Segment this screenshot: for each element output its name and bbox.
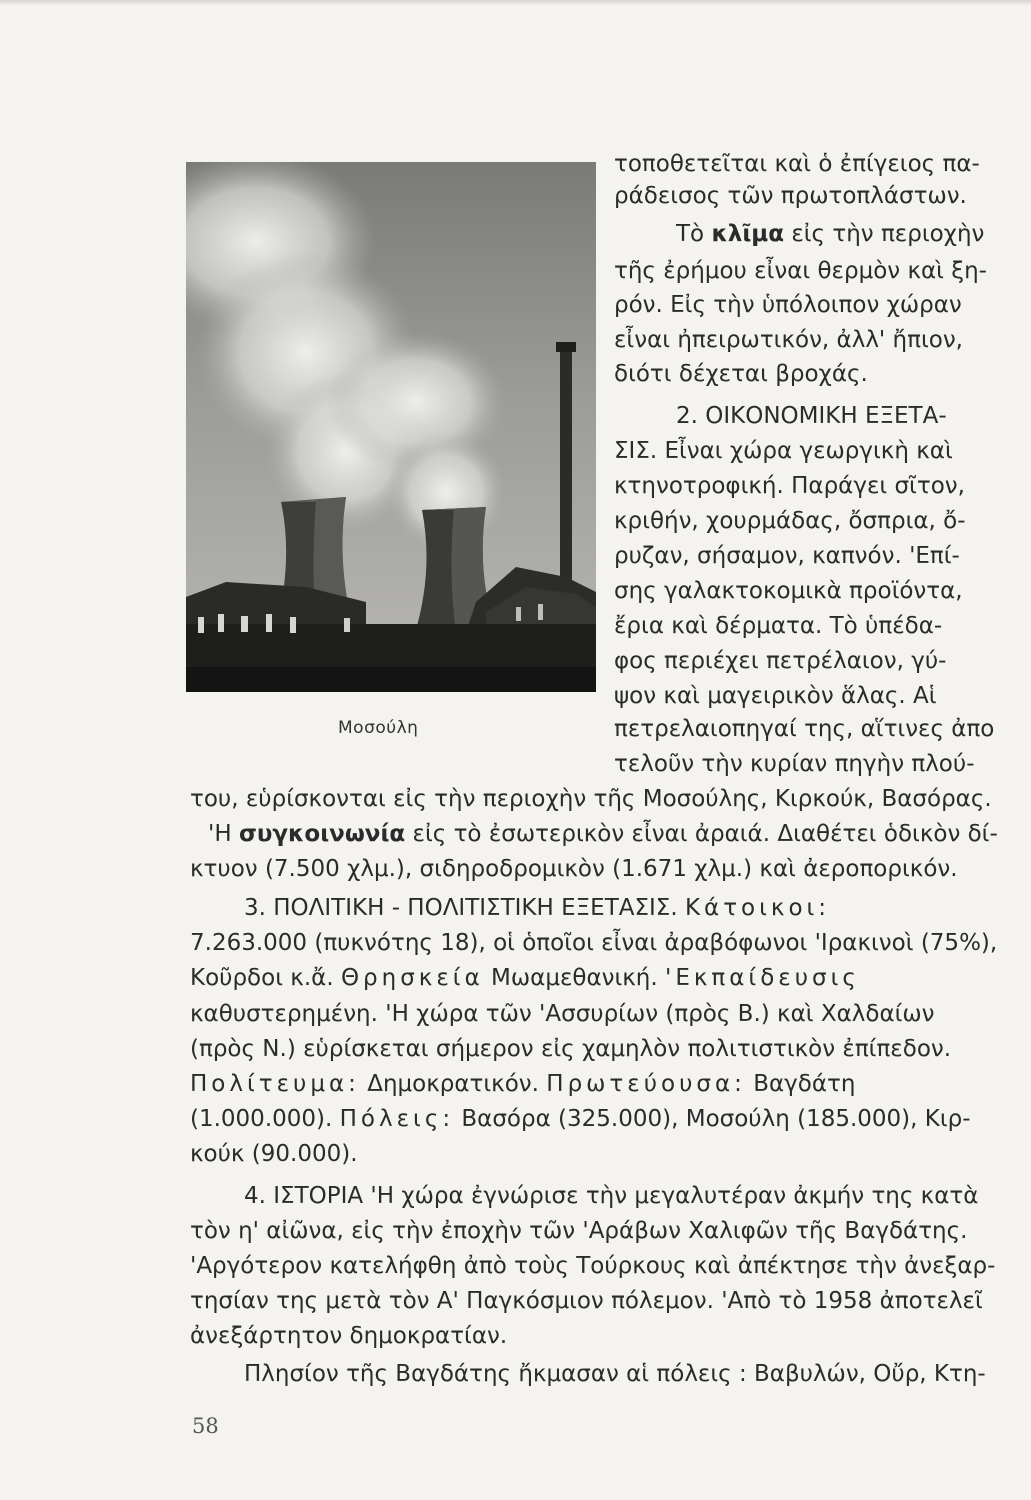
bold-term-climate: κλῖμα [711,221,785,247]
term-inhabitants: Κάτοικοι: [684,895,831,921]
text-line: κριθήν, χουρμάδας, ὄσπρια, ὄ- [614,508,966,534]
text-line: διότι δέχεται βροχάς. [614,361,868,387]
page-number: 58 [192,1414,219,1438]
term-government: Πολίτευμα: [190,1071,360,1097]
text-span: Δημοκρατικόν. [359,1071,547,1097]
term-capital: Πρωτεύουσα: [546,1071,746,1097]
text-line: 'Αργότερον κατελήφθη ἀπὸ τοὺς Τούρκους καὶ ἀπέκτησε τὴν ἀνεξαρ- [190,1253,996,1279]
text-line: του, εὑρίσκονται εἰς τὴν περιοχὴν τῆς Μοσούλης, Κιρκούκ, Βασόρας. [190,786,992,812]
text-line: ψον καὶ μαγειρικὸν ἅλας. Αἱ [614,683,937,709]
photo-caption: Μοσούλη [338,718,419,738]
text-span: 'Η [208,821,239,847]
text-line: τησίαν της μετὰ τὸν Α' Παγκόσμιον πόλεμον. 'Απὸ τὸ 1958 ἀποτελεῖ [190,1288,983,1314]
text-line: ΣΙΣ. Εἶναι χώρα γεωργικὴ καὶ [614,438,953,464]
text-line: ἔρια καὶ δέρματα. Τὸ ὑπέδα- [614,613,943,639]
text-line: ἀνεξάρτητον δημοκρατίαν. [190,1323,508,1349]
text-line: Πλησίον τῆς Βαγδάτης ἤκμασαν αἱ πόλεις : Βαβυλών, Οὔρ, Κτη- [244,1361,986,1387]
term-cities: Πόλεις: [339,1106,455,1132]
text-span: Τὸ [676,221,712,247]
bold-term-transport: συγκοινωνία [238,821,406,847]
section-heading-economy: 2. ΟΙΚΟΝΟΜΙΚΗ ΕΞΕΤΑ- [676,403,947,429]
industrial-plant-image [186,162,596,692]
text-line: τοποθετεῖται καὶ ὁ ἐπίγειος πα- [614,151,980,177]
text-line: ρυζαν, σήσαμον, καπνόν. 'Επί- [614,543,960,569]
text-span: (1.000.000). [190,1106,340,1132]
text-line [190,1070,855,1098]
text-line: (πρὸς Ν.) εὑρίσκεται σήμερον εἰς χαμηλὸν πολιτιστικὸν ἐπίπεδον. [190,1036,952,1062]
text-line: κούκ (90.000). [190,1141,358,1167]
text-line: καθυστερημένη. 'Η χώρα τῶν 'Ασσυρίων (πρὸς Β.) καὶ Χαλδαίων [190,1001,935,1027]
section-heading-history: 4. ΙΣΤΟΡΙΑ 'Η χώρα ἐγνώρισε τὴν μεγαλυτέραν ἀκμήν της κατὰ [244,1183,979,1209]
text-span: Μωαμεθανική. [483,965,666,991]
text-line: φος περιέχει πετρέλαιον, γύ- [614,648,947,674]
term-religion: Θρησκεία [340,965,484,991]
text-line: πετρελαιοπηγαί της, αἵτινες ἀπο [614,716,995,742]
text-line [190,1105,971,1133]
text-span: Κοῦρδοι κ.ἄ. [190,965,341,991]
heading-text: 3. ΠΟΛΙΤΙΚΗ - ΠΟΛΙΤΙΣΤΙΚΗ ΕΞΕΤΑΣΙΣ. [244,895,685,921]
text-line: εἶναι ἠπειρωτικόν, ἀλλ' ἤπιον, [614,327,963,353]
mosul-photograph [186,162,596,692]
term-education: 'Εκπαίδευσις [665,965,860,991]
text-line: τὸν η' αἰῶνα, εἰς τὴν ἐποχὴν τῶν 'Αράβων Χαλιφῶν τῆς Βαγδάτης. [190,1218,968,1244]
text-line: ράδεισος τῶν πρωτοπλάστων. [614,183,967,209]
text-line: τῆς ἐρήμου εἶναι θερμὸν καὶ ξη- [614,258,987,284]
text-line: κτηνοτροφική. Παράγει σῖτον, [614,473,965,499]
text-line: κτυον (7.500 χλμ.), σιδηροδρομικὸν (1.671 χλμ.) καὶ ἀεροπορικόν. [190,856,958,882]
text-line: ρόν. Εἰς τὴν ὑπόλοιπον χώραν [614,292,962,318]
text-span: Βασόρα (325.000), Μοσούλη (185.000), Κιρ- [454,1106,971,1132]
text-line: σης γαλακτοκομικὰ προϊόντα, [614,578,963,604]
text-span: εἰς τὸ ἐσωτερικὸν εἶναι ἀραιά. Διαθέτει ὁδικὸν δί- [405,821,998,847]
text-line [676,220,984,248]
section-heading-politics [244,894,830,922]
text-line [208,820,998,848]
page-top-edge [0,0,1031,6]
text-span: Βαγδάτη [745,1071,856,1097]
text-span: εἰς τὴν περιοχὴν [784,221,985,247]
text-line: 7.263.000 (πυκνότης 18), οἱ ὁποῖοι εἶναι ἀραβόφωνοι 'Ιρακινοὶ (75%), [190,930,998,956]
text-line [190,964,860,992]
text-line: τελοῦν τὴν κυρίαν πηγὴν πλού- [614,751,975,777]
